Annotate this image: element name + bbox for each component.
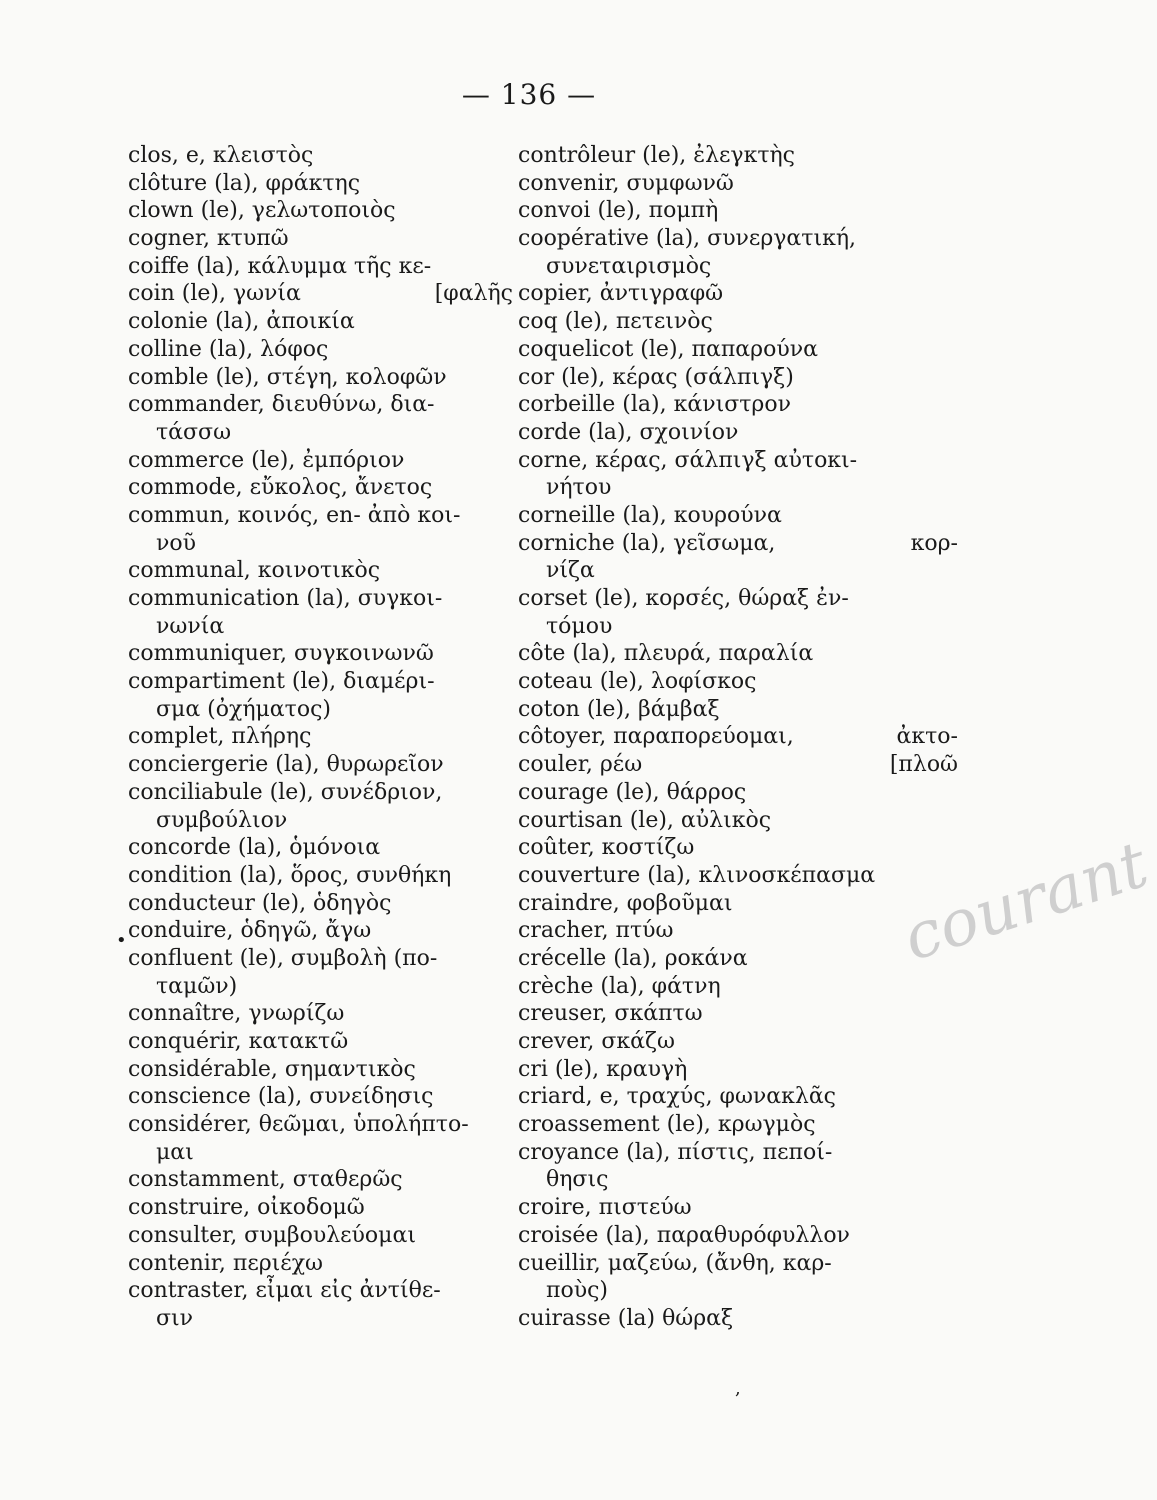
entry-line: communication (la), συγκοι- (128, 586, 443, 611)
entry-line: μαι (156, 1139, 194, 1165)
entry-line: conciergerie (la), θυρωρεῖον (128, 752, 444, 778)
entry-line: ταμῶν) (156, 973, 238, 999)
entry-text: côtoyer, παραπορεύομαι, (518, 724, 794, 750)
entry-line: commander, διευθύνω, δια- (128, 392, 435, 418)
entry-line: cor (le), κέρας (σάλπιγξ) (518, 364, 794, 390)
entry-line: croassement (le), κρωγμὸς (518, 1112, 816, 1138)
entry-line: ποὺς) (546, 1278, 608, 1304)
entry-line: νοῦ (156, 530, 196, 556)
entry-line: conducteur (le), ὁδηγὸς (128, 890, 392, 916)
entry-line: côte (la), πλευρά, παραλία (518, 641, 814, 667)
entry-line: τόμου (546, 613, 613, 639)
entry-continuation: κορ- (910, 530, 958, 556)
entry-line: τάσσω (156, 419, 232, 445)
right-column (518, 142, 958, 1333)
entry-line: colonie (la), ἀποικία (128, 309, 355, 335)
entry-line: conscience (la), συνείδησις (128, 1084, 434, 1110)
entry-text: corniche (la), γεῖσωμα, (518, 530, 776, 556)
entry-line: courtisan (le), αὐλικὸς (518, 807, 772, 833)
page-number: — 136 — (461, 78, 597, 111)
entry-line: communiquer, συγκοινωνῶ (128, 641, 434, 667)
entry-line: coopérative (la), συνεργατική, (518, 226, 856, 252)
entry-line: crécelle (la), ροκάνα (518, 945, 748, 971)
entry-line: commerce (le), ἐμπόριον (128, 447, 405, 473)
entry-line: cueillir, μαζεύω, (ἄνθη, καρ- (518, 1250, 832, 1276)
entry-line: cogner, κτυπῶ (128, 226, 289, 252)
entry-line: convoi (le), πομπὴ (518, 198, 719, 224)
entry-line: conduire, ὁδηγῶ, ἄγω (128, 918, 372, 944)
entry-line: complet, πλήρης (128, 724, 312, 750)
stray-mark: , (735, 1378, 741, 1399)
entry-line: coquelicot (le), παπαρούνα (518, 336, 818, 362)
entry-line: compartiment (le), διαμέρι- (128, 669, 435, 695)
entry-line (518, 530, 958, 558)
entry-line (518, 751, 958, 779)
entry-line: construire, οἰκοδομῶ (128, 1195, 365, 1221)
entry-line: criard, e, τραχύς, φωνακλᾶς (518, 1084, 837, 1110)
entry-line: coûter, κοστίζω (518, 835, 695, 861)
entry-line: coton (le), βάμβαξ (518, 696, 720, 722)
entry-line: corset (le), κορσές, θώραξ ἐν- (518, 586, 849, 611)
entry-line: commun, κοινός, en- ἀπὸ κοι- (128, 502, 461, 528)
entry-line: courage (le), θάρρος (518, 779, 747, 805)
entry-line: σιν (156, 1305, 194, 1331)
entry-line (518, 723, 958, 751)
entry-line: corde (la), σχοινίον (518, 419, 739, 445)
entry-line: συμβούλιον (156, 807, 288, 833)
entry-line: confluent (le), συμβολὴ (πο- (128, 945, 438, 971)
entry-line: copier, ἀντιγραφῶ (518, 281, 724, 307)
entry-continuation: [φαλῆς (434, 281, 513, 307)
entry-line: constamment, σταθερῶς (128, 1167, 403, 1193)
entry-line: considérer, θεῶμαι, ὑπολήπτο- (128, 1112, 469, 1138)
entry-line: croisée (la), παραθυρόφυλλον (518, 1222, 850, 1248)
entry-line: cracher, πτύω (518, 918, 674, 944)
entry-line: coteau (le), λοφίσκος (518, 669, 757, 695)
entry-line: νίζα (546, 558, 595, 584)
margin-dot-mark: • (116, 930, 127, 951)
entry-line: νωνία (156, 613, 225, 639)
entry-line: contenir, περιέχω (128, 1250, 323, 1276)
entry-line: couverture (la), κλινοσκέπασμα (518, 862, 876, 888)
entry-line: croyance (la), πίστις, πεποί- (518, 1139, 833, 1165)
entry-line: coq (le), πετεινὸς (518, 309, 713, 335)
entry-line: θησις (546, 1167, 609, 1193)
entry-line: clown (le), γελωτοποιὸς (128, 198, 396, 224)
entry-line: commode, εὔκολος, ἄνετος (128, 475, 433, 501)
entry-line: croire, πιστεύω (518, 1195, 692, 1221)
entry-line: contraster, εἶμαι εἰς ἀντίθε- (128, 1278, 441, 1304)
entry-line: corneille (la), κουρούνα (518, 502, 782, 528)
left-column (128, 142, 513, 1333)
entry-line: σμα (ὀχήματος) (156, 696, 331, 722)
entry-line: corbeille (la), κάνιστρον (518, 392, 791, 418)
entry-line: considérable, σημαντικὸς (128, 1056, 416, 1082)
entry-line: cuirasse (la) θώραξ (518, 1305, 734, 1331)
entry-line: communal, κοινοτικὸς (128, 558, 381, 584)
entry-line: contrôleur (le), ἐλεγκτὴς (518, 143, 795, 168)
entry-line: corne, κέρας, σάλπιγξ αὐτοκι- (518, 447, 858, 473)
entry-line: clos, e, κλειστὸς (128, 143, 314, 168)
entry-line: crèche (la), φάτνη (518, 973, 721, 999)
entry-line: consulter, συμβουλεύομαι (128, 1222, 416, 1248)
entry-line: coiffe (la), κάλυμμα τῆς κε- (128, 253, 432, 279)
entry-line: craindre, φοβοῦμαι (518, 890, 733, 916)
entry-line: cri (le), κραυγὴ (518, 1056, 688, 1082)
entry-text: coin (le), γωνία (128, 281, 301, 307)
entry-line: creuser, σκάπτω (518, 1001, 703, 1027)
entry-line: colline (la), λόφος (128, 336, 329, 362)
entry-line: connaître, γνωρίζω (128, 1001, 345, 1027)
margin-handwriting: courant (894, 827, 1157, 977)
entry-line: conquérir, κατακτῶ (128, 1029, 349, 1054)
entry-line (128, 280, 513, 308)
entry-line: concorde (la), ὁμόνοια (128, 835, 381, 861)
entry-line: condition (la), ὅρος, συνθήκη (128, 862, 452, 888)
entry-line: conciliabule (le), συνέδριον, (128, 779, 443, 805)
entry-line: convenir, συμφωνῶ (518, 170, 734, 196)
entry-line: συνεταιρισμὸς (546, 253, 712, 279)
entry-line: clôture (la), φράκτης (128, 170, 361, 196)
entry-line: crever, σκάζω (518, 1029, 675, 1054)
entry-line: νήτου (546, 475, 612, 501)
entry-line: comble (le), στέγη, κολοφῶν (128, 364, 447, 390)
entry-continuation: ἀκτο- (896, 724, 958, 750)
entry-text: couler, ρέω (518, 752, 643, 778)
entry-continuation: [πλοῶ (889, 752, 958, 778)
